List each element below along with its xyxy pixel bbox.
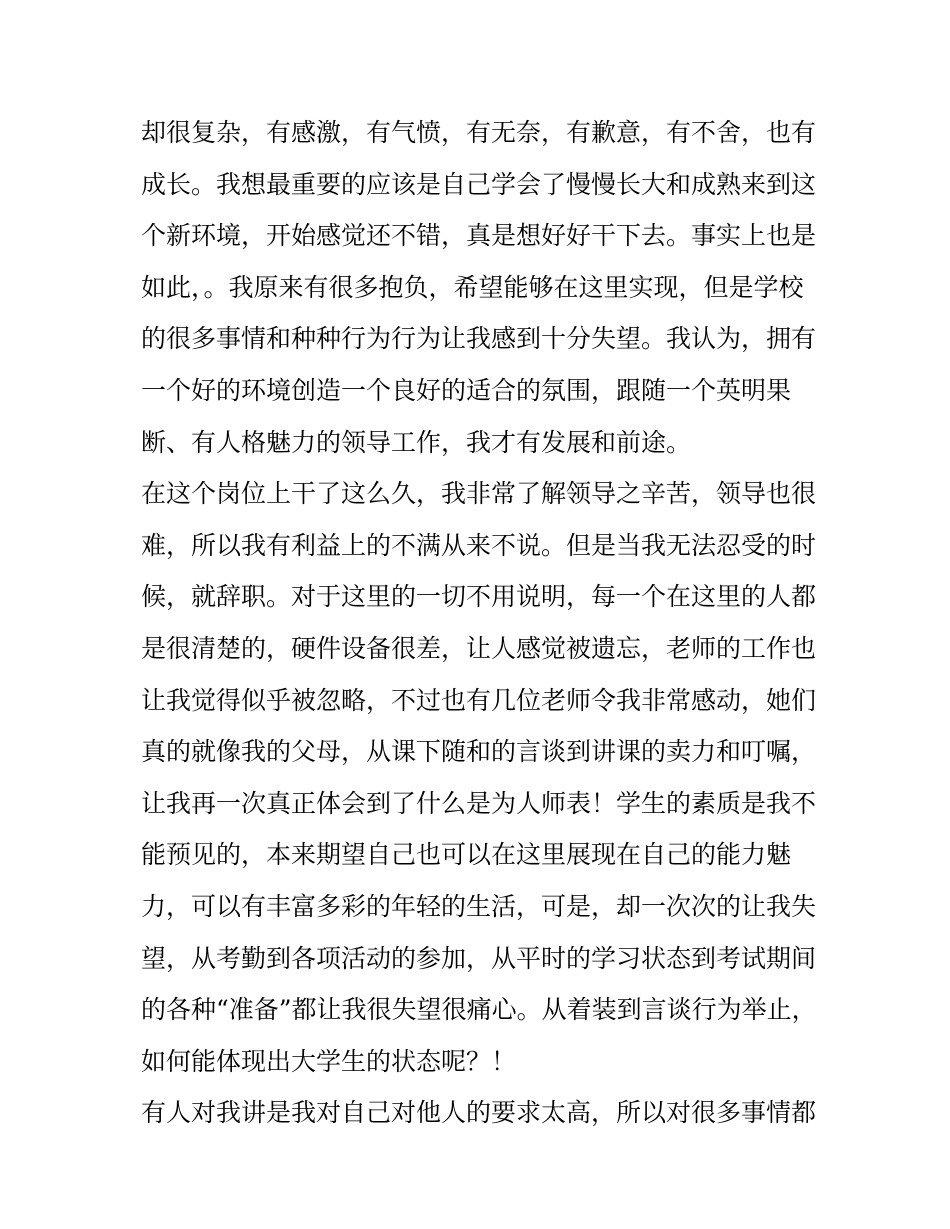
text-line: 成长。我想最重要的应该是自己学会了慢慢长大和成熟来到这 [141, 169, 817, 199]
text-line: 的各种“准备”都让我很失望很痛心。从着装到言谈行为举止， [141, 995, 817, 1025]
text-line: 在这个岗位上干了这么久，我非常了解领导之辛苦，领导也很 [141, 479, 817, 509]
text-line: 难，所以我有利益上的不满从来不说。但是当我无法忍受的时 [141, 530, 817, 560]
text-line: 是很清楚的，硬件设备很差，让人感觉被遗忘，老师的工作也 [141, 633, 817, 663]
text-line: 的很多事情和种种行为行为让我感到十分失望。我认为，拥有 [141, 324, 817, 354]
text-line: 能预见的，本来期望自己也可以在这里展现在自己的能力魅 [141, 840, 792, 870]
text-line: 力，可以有丰富多彩的年轻的生活，可是，却一次次的让我失 [141, 891, 817, 921]
text-line: 如此，。我原来有很多抱负，希望能够在这里实现，但是学校 [141, 272, 804, 302]
text-line: 一个好的环境创造一个良好的适合的氛围，跟随一个英明果 [141, 375, 792, 405]
text-line: 让我再一次真正体会到了什么是为人师表！学生的素质是我不 [141, 788, 817, 818]
text-line: 让我觉得似乎被忽略，不过也有几位老师令我非常感动，她们 [141, 685, 817, 715]
text-line: 个新环境，开始感觉还不错，真是想好好干下去。事实上也是 [141, 221, 817, 251]
text-line: 真的就像我的父母，从课下随和的言谈到讲课的卖力和叮嘱， [141, 737, 817, 767]
text-line: 如何能体现出大学生的状态呢？！ [141, 1046, 517, 1076]
text-line: 却很复杂，有感激，有气愤，有无奈，有歉意，有不舍，也有 [141, 118, 817, 147]
text-line: 望，从考勤到各项活动的参加，从平时的学习状态到考试期间 [141, 943, 817, 973]
text-line: 断、有人格魅力的领导工作，我才有发展和前途。 [141, 427, 692, 457]
text-line: 有人对我讲是我对自己对他人的要求太高，所以对很多事情都 [141, 1098, 817, 1128]
body-text [141, 107, 821, 1139]
text-line: 候，就辞职。对于这里的一切不用说明，每一个在这里的人都 [141, 582, 817, 612]
